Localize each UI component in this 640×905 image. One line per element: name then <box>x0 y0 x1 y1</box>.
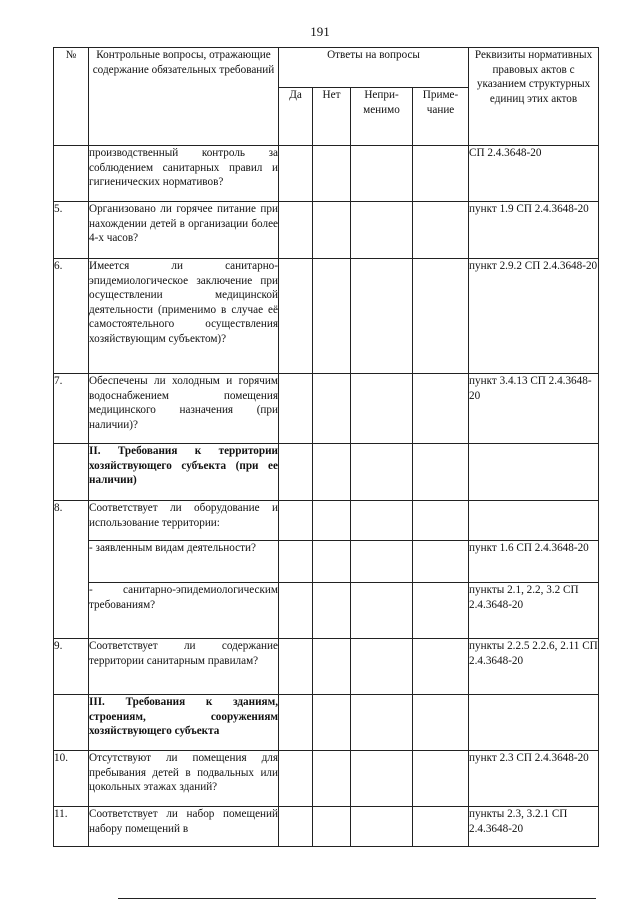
row-number: 8. <box>54 501 89 639</box>
answer-yes-cell <box>279 695 313 751</box>
answer-no-cell <box>313 751 351 807</box>
row-number: 10. <box>54 751 89 807</box>
answer-yes-cell <box>279 583 313 639</box>
row-question: производственный контроль за соблюдением санитарных правил и гигиенических нормативов? <box>89 146 279 202</box>
answer-no-cell <box>313 202 351 259</box>
answer-yes-cell <box>279 501 313 541</box>
answer-note-cell <box>413 639 469 695</box>
row-number: 5. <box>54 202 89 259</box>
header-requisites: Реквизиты нормативных правовых актов с указанием структурных единиц этих актов <box>469 48 599 146</box>
header-not-applicable: Непри-менимо <box>351 88 413 146</box>
answer-yes-cell <box>279 751 313 807</box>
answer-yes-cell <box>279 202 313 259</box>
answer-yes-cell <box>279 639 313 695</box>
table-row <box>54 259 599 374</box>
answer-na-cell <box>351 444 413 501</box>
page-number: 191 <box>310 24 330 39</box>
answer-no-cell <box>313 583 351 639</box>
answer-no-cell <box>313 146 351 202</box>
row-reference: пункт 1.6 СП 2.4.3648-20 <box>469 541 599 583</box>
row-number: 6. <box>54 259 89 374</box>
answer-note-cell <box>413 202 469 259</box>
answer-na-cell <box>351 695 413 751</box>
table-row <box>54 583 599 639</box>
table-row <box>54 146 599 202</box>
row-number: 11. <box>54 807 89 847</box>
answer-yes-cell <box>279 444 313 501</box>
answer-no-cell <box>313 541 351 583</box>
answer-note-cell <box>413 541 469 583</box>
answer-note-cell <box>413 807 469 847</box>
answer-na-cell <box>351 501 413 541</box>
answer-na-cell <box>351 751 413 807</box>
table-row <box>54 639 599 695</box>
row-reference <box>469 444 599 501</box>
row-reference: пункты 2.2.5 2.2.6, 2.11 СП 2.4.3648-20 <box>469 639 599 695</box>
answer-yes-cell <box>279 807 313 847</box>
table-row <box>54 807 599 847</box>
row-reference <box>469 695 599 751</box>
row-number: 9. <box>54 639 89 695</box>
answer-yes-cell <box>279 259 313 374</box>
answer-no-cell <box>313 444 351 501</box>
section-heading: II. Требования к территории хозяйствующего субъекта (при ее наличии) <box>89 444 279 501</box>
answer-na-cell <box>351 259 413 374</box>
row-question: Соответствует ли оборудование и использование территории: <box>89 501 279 541</box>
answer-note-cell <box>413 374 469 444</box>
answer-na-cell <box>351 541 413 583</box>
answer-note-cell <box>413 695 469 751</box>
row-reference <box>469 501 599 541</box>
table-row <box>54 751 599 807</box>
header-question: Контрольные вопросы, отражающие содержание обязательных требований <box>89 48 279 146</box>
row-number <box>54 444 89 501</box>
row-number <box>54 695 89 751</box>
bottom-rule <box>118 898 596 899</box>
row-question: Отсутствуют ли помещения для пребывания детей в подвальных или цокольных этажах зданий? <box>89 751 279 807</box>
row-reference: пункт 2.9.2 СП 2.4.3648-20 <box>469 259 599 374</box>
answer-note-cell <box>413 259 469 374</box>
answer-note-cell <box>413 146 469 202</box>
answer-na-cell <box>351 202 413 259</box>
row-question: Обеспечены ли холодным и горячим водоснабжением помещения медицинского назначения (при наличии)? <box>89 374 279 444</box>
table-row <box>54 501 599 541</box>
table-row <box>54 202 599 259</box>
row-question: - заявленным видам деятельности? <box>89 541 279 583</box>
row-reference: пункт 1.9 СП 2.4.3648-20 <box>469 202 599 259</box>
header-note: Приме-чание <box>413 88 469 146</box>
header-answers: Ответы на вопросы <box>279 48 469 88</box>
answer-na-cell <box>351 583 413 639</box>
row-number: 7. <box>54 374 89 444</box>
answer-no-cell <box>313 374 351 444</box>
row-question: Организовано ли горячее питание при нахождении детей в организации более 4-х часов? <box>89 202 279 259</box>
row-reference: пункты 2.1, 2.2, 3.2 СП 2.4.3648-20 <box>469 583 599 639</box>
answer-note-cell <box>413 751 469 807</box>
answer-note-cell <box>413 583 469 639</box>
section-heading: III. Требования к зданиям, строениям, сооружениям хозяйствующего субъекта <box>89 695 279 751</box>
row-reference: пункт 2.3 СП 2.4.3648-20 <box>469 751 599 807</box>
header-yes: Да <box>279 88 313 146</box>
answer-note-cell <box>413 501 469 541</box>
table-row <box>54 374 599 444</box>
section-row <box>54 695 599 751</box>
answer-na-cell <box>351 639 413 695</box>
row-question: Соответствует ли набор помещений набору помещений в <box>89 807 279 847</box>
answer-na-cell <box>351 374 413 444</box>
row-question: Соответствует ли содержание территории санитарным правилам? <box>89 639 279 695</box>
answer-no-cell <box>313 639 351 695</box>
answer-no-cell <box>313 259 351 374</box>
answer-no-cell <box>313 807 351 847</box>
answer-yes-cell <box>279 541 313 583</box>
row-question: - санитарно-эпидемиологическим требованиям? <box>89 583 279 639</box>
table-row <box>54 541 599 583</box>
answer-yes-cell <box>279 146 313 202</box>
header-no: Нет <box>313 88 351 146</box>
section-row <box>54 444 599 501</box>
checklist-table <box>53 47 599 847</box>
row-reference: пункт 3.4.13 СП 2.4.3648-20 <box>469 374 599 444</box>
row-reference: пункты 2.3, 3.2.1 СП 2.4.3648-20 <box>469 807 599 847</box>
answer-no-cell <box>313 695 351 751</box>
answer-na-cell <box>351 807 413 847</box>
row-question: Имеется ли санитарно-эпидемиологическое заключение при осуществлении медицинской деятельности (применимо в случае её самостоятельного осуществления хозяйствующим субъектом)? <box>89 259 279 374</box>
answer-na-cell <box>351 146 413 202</box>
answer-yes-cell <box>279 374 313 444</box>
answer-no-cell <box>313 501 351 541</box>
answer-note-cell <box>413 444 469 501</box>
row-reference: СП 2.4.3648-20 <box>469 146 599 202</box>
header-number: № <box>54 48 89 146</box>
row-number <box>54 146 89 202</box>
